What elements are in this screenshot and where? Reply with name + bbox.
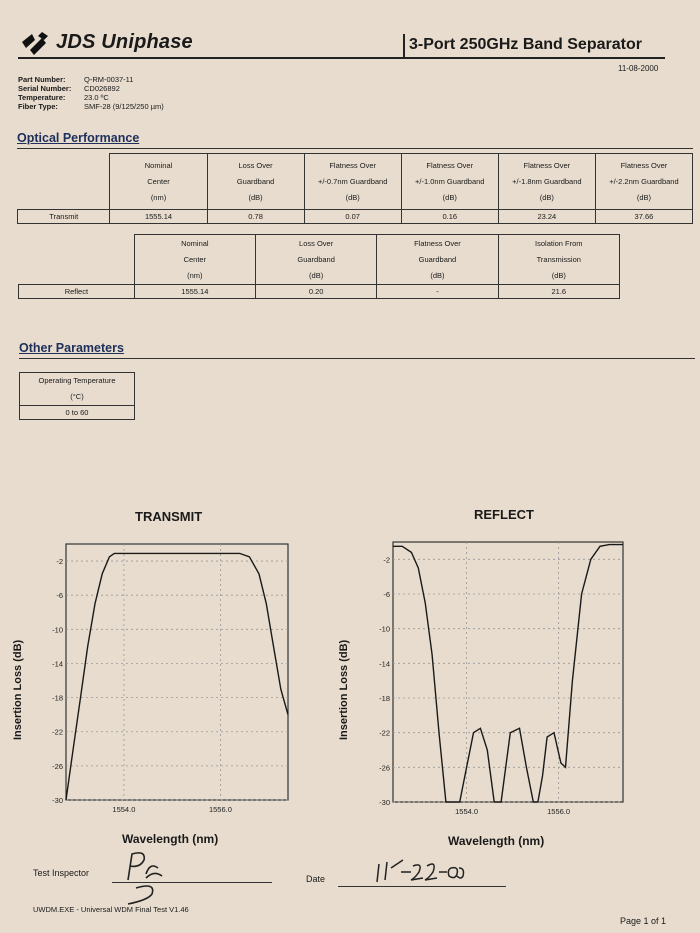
section-divider	[19, 358, 695, 359]
section-divider	[17, 148, 693, 149]
table-header: Loss Over Guardband (dB)	[255, 235, 376, 285]
reflect-chart-title: REFLECT	[474, 507, 534, 522]
title-rule	[18, 57, 403, 59]
product-title: 3-Port 250GHz Band Separator	[403, 36, 648, 54]
meta-label: Serial Number:	[18, 84, 72, 93]
table-header: Loss Over Guardband (dB)	[207, 154, 304, 210]
row-label: Reflect	[19, 285, 135, 299]
plot-frame	[66, 544, 288, 800]
y-tick-label: -26	[52, 761, 63, 771]
meta-value: Q-RM-0037-11	[84, 75, 134, 84]
table-header: Flatness Over +/-2.2nm Guardband (dB)	[595, 154, 692, 210]
meta-row	[18, 102, 164, 111]
table-header: Isolation From Transmission (dB)	[498, 235, 619, 285]
handwritten-date	[375, 858, 465, 886]
date-label: Date	[306, 874, 326, 884]
meta-label: Temperature:	[18, 93, 66, 102]
table-cell: 1555.14	[134, 285, 255, 299]
plot-frame	[393, 542, 623, 802]
other-params-table	[19, 372, 135, 420]
y-tick-label: -26	[379, 763, 390, 773]
row-label: Transmit	[18, 210, 110, 224]
x-tick-label: 1554.0	[112, 805, 136, 814]
transmit-chart-title: TRANSMIT	[135, 509, 203, 524]
y-tick-label: -30	[52, 796, 63, 805]
series-line	[393, 545, 623, 802]
table-header: Flatness Over +/-0.7nm Guardband (dB)	[304, 154, 401, 210]
y-tick-label: -30	[379, 798, 390, 807]
meta-block	[18, 75, 164, 111]
y-tick-label: -2	[56, 557, 63, 567]
table-header: Nominal Center (nm)	[110, 154, 207, 210]
table-cell: 37.66	[595, 210, 692, 224]
table-cell: 0.78	[207, 210, 304, 224]
blank-cell	[18, 154, 110, 210]
meta-value: SMF-28 (9/125/250 µm)	[84, 102, 164, 111]
meta-value: 23.0 ºC	[84, 93, 109, 102]
document-date: 11-08-2000	[618, 64, 659, 73]
inspector-signature	[118, 848, 188, 910]
table-header: Flatness Over +/-1.8nm Guardband (dB)	[498, 154, 595, 210]
table-cell: 1555.14	[110, 210, 207, 224]
test-inspector-label: Test Inspector	[33, 868, 90, 878]
transmit-y-axis-label: Insertion Loss (dB)	[12, 639, 24, 740]
y-tick-label: -6	[383, 590, 390, 599]
table-cell: 0.16	[401, 210, 498, 224]
y-tick-label: -2	[383, 555, 390, 565]
meta-value: CD026892	[84, 84, 120, 93]
blank-cell	[19, 235, 135, 285]
software-version: UWDM.EXE - Universal WDM Final Test V1.46	[33, 905, 189, 914]
meta-label: Part Number:	[18, 75, 66, 84]
reflect-x-axis-label: Wavelength (nm)	[448, 834, 545, 848]
table-cell: 0.20	[255, 285, 376, 299]
meta-row	[18, 75, 164, 84]
transmit-x-axis-label: Wavelength (nm)	[122, 832, 219, 846]
title-underline	[403, 57, 665, 59]
transmit-chart	[0, 530, 330, 830]
y-tick-label: -18	[379, 694, 390, 703]
series-line	[66, 553, 288, 800]
other-parameters-heading: Other Parameters	[19, 341, 124, 355]
reflect-chart	[330, 530, 675, 830]
x-tick-label: 1556.0	[208, 805, 232, 814]
jds-logo-icon	[18, 28, 52, 60]
date-line	[338, 886, 506, 887]
y-tick-label: -22	[52, 727, 63, 737]
table-header: Flatness Over +/-1.0nm Guardband (dB)	[401, 154, 498, 210]
reflect-y-axis-label: Insertion Loss (dB)	[338, 639, 350, 740]
table-cell: 23.24	[498, 210, 595, 224]
y-tick-label: -18	[52, 693, 63, 703]
y-tick-label: -22	[379, 728, 390, 738]
table-header: Operating Temperature (°C)	[20, 373, 135, 406]
meta-label: Fiber Type:	[18, 102, 58, 111]
table-cell: -	[377, 285, 498, 299]
x-tick-label: 1554.0	[455, 807, 479, 816]
y-tick-label: -10	[379, 624, 390, 634]
table-header: Flatness Over Guardband (dB)	[377, 235, 498, 285]
transmit-table	[17, 153, 693, 224]
y-tick-label: -10	[52, 625, 63, 635]
x-tick-label: 1556.0	[547, 807, 571, 816]
meta-row	[18, 93, 164, 102]
company-name: JDS Uniphase	[56, 31, 193, 53]
table-cell: 0 to 60	[20, 406, 135, 420]
meta-row	[18, 84, 164, 93]
table-cell: 0.07	[304, 210, 401, 224]
page-number: Page 1 of 1	[620, 916, 667, 926]
optical-performance-heading: Optical Performance	[17, 131, 140, 145]
y-tick-label: -14	[379, 659, 390, 669]
table-header: Nominal Center (nm)	[134, 235, 255, 285]
y-tick-label: -14	[52, 659, 63, 669]
y-tick-label: -6	[56, 591, 63, 601]
reflect-table	[18, 234, 620, 299]
table-cell: 21.6	[498, 285, 619, 299]
